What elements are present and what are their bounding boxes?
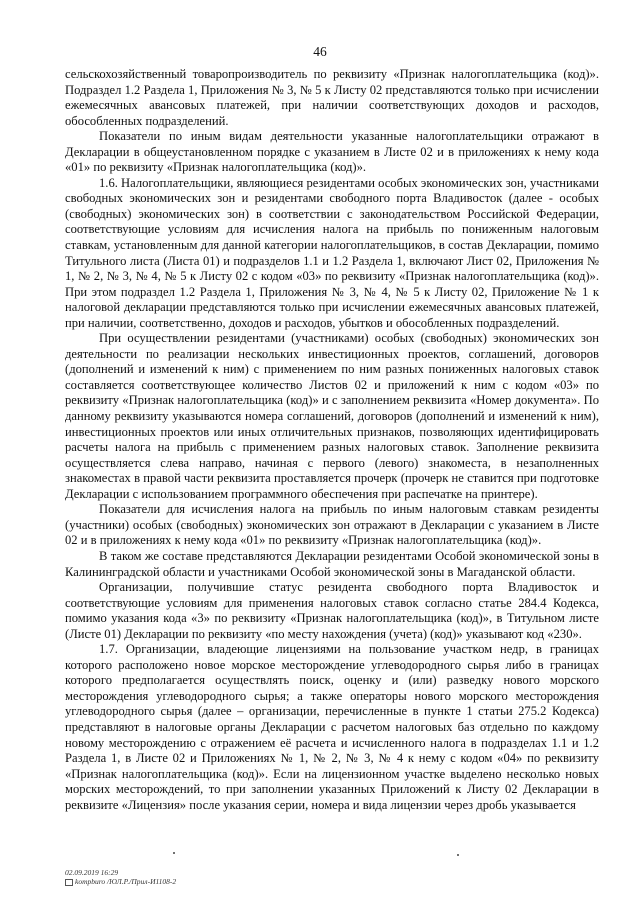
paragraph-other-activities: Показатели по иным видам деятельности указанные налогоплательщики отражают в Декларации в общеустановленном порядке с указанием в Листе 02 и в приложениях к нему кода «01» по реквизиту «Признак налогоплательщика (код)». <box>65 129 599 175</box>
footer-path: kompburo /ЮЛ.Р./Прил-И1108-2 <box>75 877 177 886</box>
paragraph-multiple-projects: При осуществлении резидентами (участниками) особых (свободных) экономических зон деятельности по реализации нескольких инвестиционных проектов, соглашений, договоров (дополнений и изменений к ним) с применением по ним разных пониженных налоговых ставок составляется соответствующее количество Листов 02 и приложений к ним с кодом «03» по реквизиту «Признак налогоплательщика (код)» и с заполнением реквизита «Номер документа». По данному реквизиту указываются номера соглашений, договоров (дополнений и изменений к ним), инвестиционных проектов или иных отличительных признаков, позволяющих идентифицировать расчеты налога на прибыль с применением разных налоговых ставок. Заполнение реквизита осуществляется слева направо, начиная с первого (левого) знакоместа, в незаполненных знакоместах в правой части реквизита проставляется прочерк (прочерк не ставится при подготовке Декларации с использованием программного обеспечения при распечатке на принтере). <box>65 331 599 501</box>
paragraph-1-7: 1.7. Организации, владеющие лицензиями на пользование участком недр, в границах которого расположено новое морское месторождение углеводородного сырья либо в границах которого предполагается осуществлять поиск, оценку и (или) разведку нового морского месторождения углеводородного сырья; а также операторы нового морского месторождения углеводородного сырья (далее – организации, перечисленные в пункте 1 статьи 275.2 Кодекса) представляют в налоговые органы Декларации с расчетом налоговых баз отдельно по каждому новому месторождению с отражением её расчета и исчисленного налога в подразделах 1.1 и 1.2 Раздела 1, в Листе 02 и Приложениях № 1, № 2, № 3, № 4 к нему с кодом «04» по реквизиту «Признак налогоплательщика (код)». Если на лицензионном участке выделено несколько новых морских месторождений, то при заполнении указанных Приложений к Листу 02 Декларации в реквизите «Лицензия» после указания серии, номера и вида лицензии через дробь указывается <box>65 642 599 812</box>
document-body <box>65 67 599 813</box>
paragraph-continuation: сельскохозяйственный товаропроизводитель по реквизиту «Признак налогоплательщика (код)». Подраздел 1.2 Раздела 1, Приложения № 3, № 5 к Листу 02 представляются только при исчислении ежемесячных авансовых платежей, при наличии соответствующих доходов и расходов, обособленных подразделений. <box>65 67 599 128</box>
paragraph-kaliningrad: В таком же составе представляются Декларации резидентами Особой экономической зоны в Калининградской области и участниками Особой экономической зоны в Магаданской области. <box>65 548 599 579</box>
page-number: 46 <box>313 44 327 59</box>
footer-timestamp: 02.09.2019 16:29 <box>65 868 119 877</box>
paragraph-1-6: 1.6. Налогоплательщики, являющиеся резидентами особых экономических зон, участниками свободных экономических зон и резидентами свободного порта Владивосток (далее - особых (свободных) экономических зон) в соответствии с законодательством Российской Федерации, соответствующие условиям для исчисления налога на прибыль по пониженным налоговым ставкам, установленным для данной категории налогоплательщиков, в состав Декларации, помимо Титульного листа (Листа 01) и подразделов 1.1 и 1.2 Раздела 1, включают Лист 02, Приложения № 1, № 2, № 3, № 4, № 5 к Листу 02 с кодом «03» по реквизиту «Признак налогоплательщика (код)». При этом подраздел 1.2 Раздела 1, Приложения № 3, № 4, № 5 к Листу 02, Приложение № 1 к налоговой декларации представляются только при исчислении ежемесячных авансовых платежей, при наличии, соответственно, доходов и расходов, убытков и обособленных подразделений. <box>65 175 599 330</box>
scan-speck <box>173 852 175 854</box>
paragraph-vladivostok: Организации, получившие статус резидента свободного порта Владивосток и соответствующие условиям для применения налоговых ставок согласно статье 284.4 Кодекса, помимо указания кода «3» по реквизиту «Признак налогоплательщика (код)», в Титульном листе (Листе 01) Декларации по реквизиту «по месту нахождения (учета) (код)» указывают код «230». <box>65 580 599 641</box>
scan-speck <box>457 854 459 856</box>
document-footer <box>65 868 176 886</box>
file-icon <box>65 879 73 886</box>
paragraph-other-rates: Показатели для исчисления налога на прибыль по иным налоговым ставкам резиденты (участники) особых (свободных) экономических зон отражают в Декларации с указанием в Листе 02 и в приложениях к нему кода «01» по реквизиту «Признак налогоплательщика (код)». <box>65 502 599 548</box>
footer-path-line <box>65 877 176 886</box>
